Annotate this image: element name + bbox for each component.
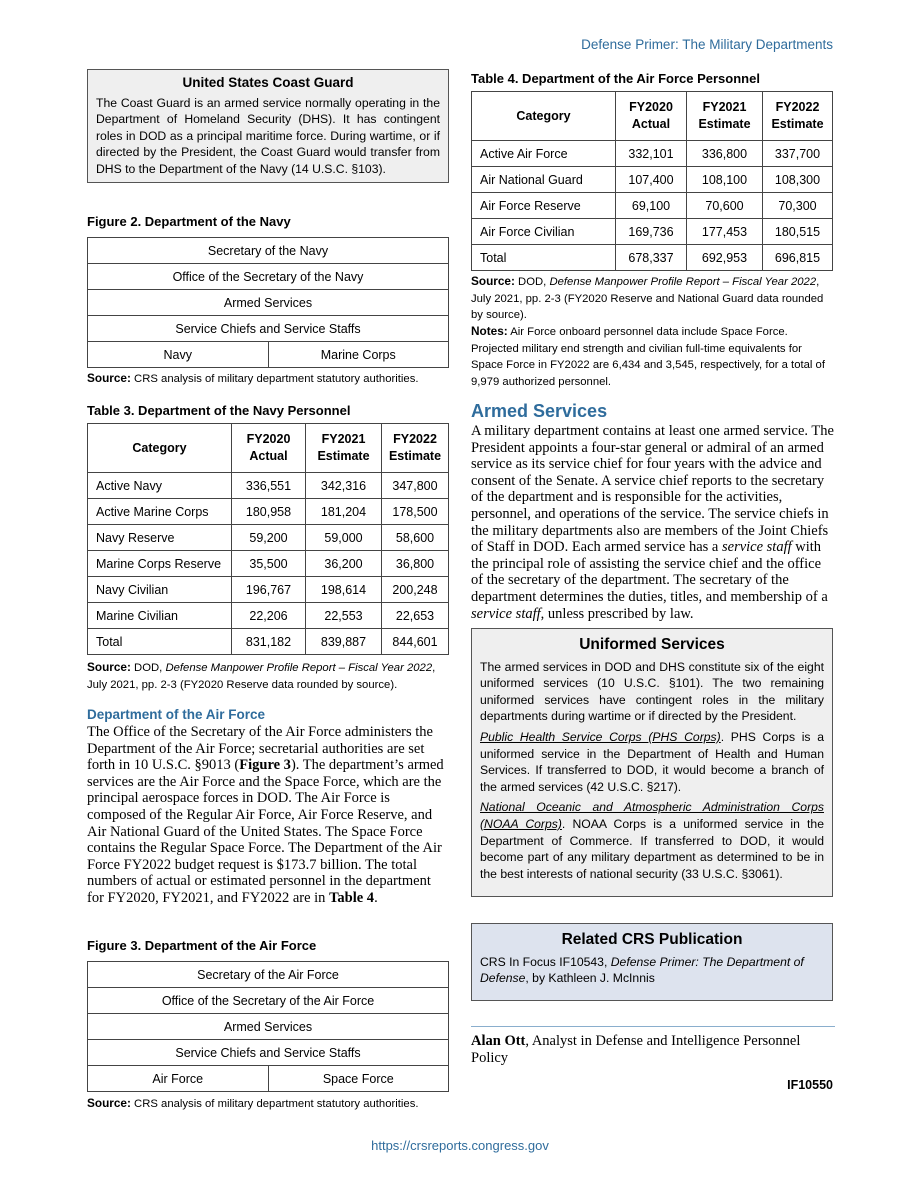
footer-url[interactable]: https://crsreports.congress.gov: [371, 1138, 549, 1153]
author-byline: Alan Ott, Analyst in Defense and Intelligence Personnel Policy: [471, 1033, 801, 1066]
org-box-office: Office of the Secretary of the Navy: [88, 264, 449, 290]
table-4-notes: Notes: Air Force onboard personnel data include Space Force. Projected military end strength and civilian full-time equivalents for Space Force in FY2022 are 6,434 and 3,545, respectively, for a total of 9,979 authorized personnel.: [471, 324, 825, 388]
noaa-corps-paragraph: National Oceanic and Atmospheric Administration Corps (NOAA Corps). NOAA Corps is a uniformed service in the Department of Commerce. If transferred to DOD, it would become part of any military department as determined to be in the best interests of national security (33 U.S.C. §3061).: [480, 800, 824, 881]
table-row: Active Air Force 332,101 336,800 337,700: [472, 141, 833, 167]
figure-2-title: Figure 2. Department of the Navy: [87, 214, 291, 229]
figure-2-source: Source: CRS analysis of military department statutory authorities.: [87, 371, 419, 385]
coast-guard-box: [87, 69, 449, 183]
phs-corps-paragraph: Public Health Service Corps (PHS Corps). PHS Corps is a uniformed service in the Department of Health and Human Services. If transferred to DOD, it would become a branch of the armed services (42 U.S.C. §217).: [480, 729, 824, 794]
uniformed-services-title: Uniformed Services: [579, 636, 725, 653]
column-header: FY2021 Estimate: [306, 424, 382, 473]
author-divider: [471, 1026, 835, 1027]
org-box-air-force: Air Force: [88, 1066, 269, 1092]
org-box-service-chiefs: Service Chiefs and Service Staffs: [88, 316, 449, 342]
navy-personnel-table: [87, 423, 449, 655]
coast-guard-box-title: United States Coast Guard: [182, 75, 354, 90]
column-header: FY2020 Actual: [616, 92, 687, 141]
column-header: Category: [472, 92, 616, 141]
table-row: Active Navy 336,551 342,316 347,800: [88, 473, 449, 499]
column-header: FY2021 Estimate: [687, 92, 763, 141]
air-force-personnel-table: [471, 91, 833, 271]
table-row: Air Force Reserve 69,100 70,600 70,300: [472, 193, 833, 219]
table-4-source: Source: DOD, Defense Manpower Profile Report – Fiscal Year 2022, July 2021, pp. 2-3 (FY2020 Reserve and National Guard data rounded by source).: [471, 274, 824, 322]
org-box-office: Office of the Secretary of the Air Force: [88, 988, 449, 1014]
table-row: Marine Corps Reserve 35,500 36,200 36,800: [88, 551, 449, 577]
org-box-navy: Navy: [88, 342, 269, 368]
armed-services-paragraph: A military department contains at least one armed service. The President appoints a four-star general or admiral of an armed service as its service chief for four years with the advice and consent of the Senate. A service chief reports to the secretary of the department and is responsible for the activities, personnel, and operations of the service. The service chiefs in the military departments also are members of the Joint Chiefs of Staff in DOD. Each armed service has a service staff with the principal role of assisting the service chief and the office of the secretary of the department. The secretary of the department determines the duties, titles, and membership of a service staff, unless prescribed by law.: [471, 423, 834, 622]
org-box-space-force: Space Force: [268, 1066, 449, 1092]
armed-services-heading: Armed Services: [471, 401, 608, 421]
table-row: Total 831,182 839,887 844,601: [88, 629, 449, 655]
org-box-armed-services: Armed Services: [88, 290, 449, 316]
table-row: Air National Guard 107,400 108,100 108,300: [472, 167, 833, 193]
column-header: FY2022 Estimate: [382, 424, 449, 473]
navy-org-chart: [87, 237, 449, 368]
related-publication-box: [471, 923, 833, 1001]
table-row: Total 678,337 692,953 696,815: [472, 245, 833, 271]
related-publication-title: Related CRS Publication: [561, 931, 743, 948]
air-force-heading: Department of the Air Force: [87, 707, 266, 722]
column-header: Category: [88, 424, 232, 473]
related-publication-text: CRS In Focus IF10543, Defense Primer: The Department of Defense, by Kathleen J. McInnis: [480, 954, 804, 986]
table-3-source: Source: DOD, Defense Manpower Profile Report – Fiscal Year 2022, July 2021, pp. 2-3 (FY2020 Reserve data rounded by source).: [87, 660, 436, 691]
running-header: Defense Primer: The Military Departments: [581, 37, 833, 52]
table-4-title: Table 4. Department of the Air Force Personnel: [471, 71, 760, 86]
phs-corps-link: Public Health Service Corps (PHS Corps): [480, 729, 721, 744]
uniformed-services-box: [471, 628, 833, 897]
air-force-paragraph: The Office of the Secretary of the Air Force administers the Department of the Air Force; secretarial authorities are set forth in 10 U.S.C. §9013 (Figure 3). The department’s armed services are the Air Force and the Space Force, which are the principal aerospace forces in DOD. The Air Force is composed of the Regular Air Force, Air Force Reserve, and Air National Guard of the United States. The Space Force contains the Regular Space Force. The Department of the Air Force FY2022 budget request is $173.7 billion. The total numbers of actual or estimated personnel in the department for FY2020, FY2021, and FY2022 are in Table 4.: [87, 724, 444, 906]
uniformed-services-intro: The armed services in DOD and DHS constitute six of the eight uniformed services (10 U.S.C. §101). The two remaining uniformed services have contingent roles in the military departments during wartime or if directed by the President.: [480, 659, 824, 724]
coast-guard-box-text: The Coast Guard is an armed service normally operating in the Department of Homeland Security (DHS). It has contingent roles in DOD as a principal maritime force. During wartime, or if directed by the President, the Coast Guard would transfer from DHS to the Department of the Navy (14 U.S.C. §103).: [96, 95, 440, 176]
org-box-secretary: Secretary of the Air Force: [88, 962, 449, 988]
column-header: FY2022 Estimate: [763, 92, 833, 141]
figure-3-source: Source: CRS analysis of military department statutory authorities.: [87, 1096, 419, 1110]
org-box-service-chiefs: Service Chiefs and Service Staffs: [88, 1040, 449, 1066]
org-box-secretary: Secretary of the Navy: [88, 238, 449, 264]
table-row: Marine Civilian 22,206 22,553 22,653: [88, 603, 449, 629]
org-box-marine-corps: Marine Corps: [268, 342, 449, 368]
document-id: IF10550: [787, 1078, 833, 1092]
column-header: FY2020 Actual: [232, 424, 306, 473]
table-3-title: Table 3. Department of the Navy Personnel: [87, 403, 351, 418]
table-row: Air Force Civilian 169,736 177,453 180,515: [472, 219, 833, 245]
org-box-armed-services: Armed Services: [88, 1014, 449, 1040]
noaa-corps-link: National Oceanic and Atmospheric Administration Corps (NOAA Corps): [480, 800, 824, 831]
figure-3-title: Figure 3. Department of the Air Force: [87, 938, 317, 953]
table-row: Navy Civilian 196,767 198,614 200,248: [88, 577, 449, 603]
table-row: Navy Reserve 59,200 59,000 58,600: [88, 525, 449, 551]
table-row: Active Marine Corps 180,958 181,204 178,500: [88, 499, 449, 525]
air-force-org-chart: [87, 961, 449, 1092]
